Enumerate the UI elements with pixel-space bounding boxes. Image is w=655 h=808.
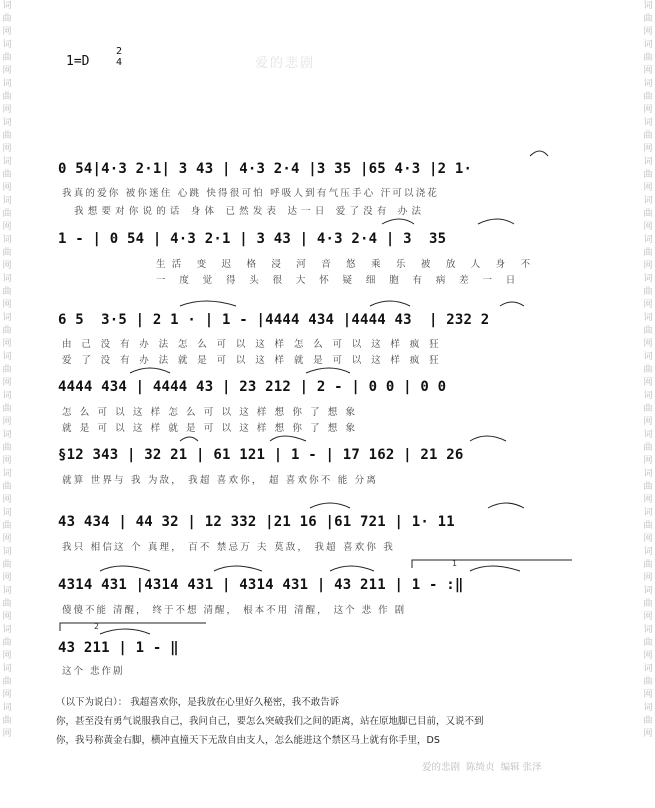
watermark-char: 词 (643, 196, 653, 206)
lyric-row-1a: 我真的爱你 被你迷住 心跳 快得很可怕 呼吸人到有气压手心 汗可以浇花 (62, 188, 440, 199)
watermark-char: 网 (643, 261, 653, 271)
watermark-char: 网 (2, 534, 12, 544)
watermark-char: 网 (2, 378, 12, 388)
watermark-char: 网 (643, 66, 653, 76)
watermark-char: 曲 (2, 638, 12, 648)
notation-row-1: 0 54|4·3 2·1| 3 43 | 4·3 2·4 |3 35 |65 4·3 |2 1· (58, 161, 473, 177)
watermark-char: 曲 (643, 209, 653, 219)
slur (530, 151, 548, 156)
lyric-row-4a: 怎 么 可 以 这 样 怎 么 可 以 这 样 想 你 了 想 象 (62, 407, 358, 418)
watermark-char: 词 (643, 586, 653, 596)
watermark-right (641, 0, 655, 808)
watermark-char: 曲 (643, 365, 653, 375)
watermark-char: 曲 (2, 404, 12, 414)
watermark-char: 网 (643, 534, 653, 544)
watermark-char: 网 (643, 183, 653, 193)
watermark-char: 词 (2, 79, 12, 89)
watermark-char: 网 (643, 144, 653, 154)
watermark-char: 词 (643, 157, 653, 167)
watermark-char: 词 (643, 391, 653, 401)
watermark-char: 网 (2, 300, 12, 310)
watermark-char: 词 (2, 235, 12, 245)
watermark-char: 网 (2, 27, 12, 37)
volta-2-label: 2 (94, 622, 99, 631)
slur (310, 503, 350, 508)
watermark-char: 词 (643, 625, 653, 635)
lyric-row-3b: 爱 了 没 有 办 法 就 是 可 以 这 样 就 是 可 以 这 样 疯 狂 (62, 355, 442, 366)
slur (130, 368, 170, 373)
watermark-char: 网 (643, 651, 653, 661)
watermark-char: 网 (643, 495, 653, 505)
watermark-char: 词 (2, 664, 12, 674)
watermark-char: 网 (2, 183, 12, 193)
watermark-char: 网 (643, 300, 653, 310)
slur (214, 566, 262, 571)
watermark-char: 词 (2, 157, 12, 167)
watermark-char: 曲 (2, 209, 12, 219)
watermark-char: 曲 (2, 482, 12, 492)
watermark-char: 词 (643, 118, 653, 128)
notation-row-4: 4444 434 | 4444 43 | 23 212 | 2 - | 0 0 | 0 0 (58, 379, 447, 395)
watermark-char: 曲 (2, 170, 12, 180)
watermark-char: 曲 (2, 560, 12, 570)
notation-row-3: 6 5 3·5 | 2 1 · | 1 - |4444 434 |4444 43 | 232 2 (58, 312, 490, 328)
watermark-char: 网 (2, 573, 12, 583)
watermark-char: 曲 (643, 92, 653, 102)
notation-row-7: 4314 431 |4314 431 | 4314 431 | 43 211 | 1 - :‖ (58, 577, 464, 593)
watermark-char: 曲 (643, 443, 653, 453)
volta-2-bracket (60, 623, 206, 631)
watermark-char: 词 (2, 703, 12, 713)
spoken-line-2: 你，甚至没有勇气说服我自己，我问自己，要怎么突破我们之间的距离，站在原地脚已目前，又说不到 (56, 716, 484, 727)
watermark-char: 曲 (2, 599, 12, 609)
time-signature-bottom: 4 (116, 57, 123, 68)
watermark-char: 词 (643, 469, 653, 479)
slur (488, 503, 524, 508)
watermark-char: 词 (2, 469, 12, 479)
watermark-char: 曲 (2, 716, 12, 726)
slur (500, 302, 524, 306)
watermark-char: 词 (643, 79, 653, 89)
notation-row-2: 1 - | 0 54 | 4·3 2·1 | 3 43 | 4·3 2·4 | 3 35 (58, 231, 447, 247)
notation-row-5: §12 343 | 32 21 | 61 121 | 1 - | 17 162 | 21 26 (58, 447, 464, 463)
lyric-row-4b: 就 是 可 以 这 样 就 是 可 以 这 样 想 你 了 想 象 (62, 423, 358, 434)
watermark-char: 网 (2, 612, 12, 622)
watermark-char: 曲 (2, 92, 12, 102)
watermark-char: 词 (643, 235, 653, 245)
watermark-char: 词 (2, 274, 12, 284)
watermark-char: 曲 (643, 599, 653, 609)
watermark-char: 词 (643, 40, 653, 50)
watermark-char: 曲 (2, 287, 12, 297)
slur (382, 219, 414, 224)
slur (180, 437, 198, 441)
time-signature-top: 2 (116, 46, 123, 57)
slur (370, 301, 410, 306)
lyric-row-2a: 生活 变 迟 格 浸 河 音 悠 乘 乐 被 放 人 身 不 (156, 259, 537, 270)
watermark-char: 曲 (643, 716, 653, 726)
watermark-char: 网 (2, 66, 12, 76)
time-signature (116, 46, 122, 68)
watermark-char: 词 (643, 313, 653, 323)
watermark-char: 词 (2, 40, 12, 50)
watermark-char: 词 (2, 391, 12, 401)
watermark-char: 曲 (643, 287, 653, 297)
watermark-char: 曲 (2, 53, 12, 63)
watermark-char: 网 (643, 417, 653, 427)
lyric-row-3a: 由 己 没 有 办 法 怎 么 可 以 这 样 怎 么 可 以 这 样 疯 狂 (62, 339, 442, 350)
spoken-line-1: （以下为说白）： 我超喜欢你，是我放在心里好久秘密，我不敢告诉 (56, 697, 340, 708)
slur (270, 436, 306, 441)
watermark-char: 网 (2, 651, 12, 661)
watermark-char: 词 (2, 508, 12, 518)
watermark-char: 网 (2, 456, 12, 466)
lyric-row-7: 傻傻不能 清醒， 终于不想 清醒， 根本不用 清醒， 这个 悲 作 剧 (62, 605, 407, 616)
watermark-char: 网 (2, 690, 12, 700)
watermark-char: 词 (643, 1, 653, 11)
watermark-char: 曲 (2, 443, 12, 453)
volta-1-bracket (412, 560, 572, 568)
watermark-char: 曲 (643, 521, 653, 531)
song-title: 爱的悲剧 (255, 56, 316, 71)
slur (100, 566, 150, 571)
watermark-char: 曲 (643, 404, 653, 414)
lyric-row-6: 我只 相信这 个 真理， 百不 禁忌万 夫 莫敌， 我超 喜欢你 我 (62, 542, 395, 553)
watermark-char: 词 (2, 352, 12, 362)
watermark-char: 曲 (643, 248, 653, 258)
watermark-char: 网 (2, 261, 12, 271)
slur (180, 301, 236, 306)
watermark-char: 曲 (643, 482, 653, 492)
watermark-char: 网 (2, 144, 12, 154)
watermark-char: 网 (643, 729, 653, 739)
lyric-row-2b: 一 度 觉 得 头 很 大 怀 疑 细 胞 有 病 差 一 日 (156, 275, 521, 286)
watermark-char: 曲 (2, 521, 12, 531)
watermark-char: 曲 (2, 677, 12, 687)
watermark-char: 词 (643, 508, 653, 518)
watermark-char: 网 (2, 417, 12, 427)
watermark-char: 网 (2, 339, 12, 349)
watermark-char: 词 (2, 625, 12, 635)
watermark-char: 曲 (643, 14, 653, 24)
watermark-char: 词 (2, 586, 12, 596)
slur (470, 566, 520, 571)
watermark-char: 曲 (643, 53, 653, 63)
watermark-char: 曲 (643, 326, 653, 336)
watermark-char: 网 (2, 105, 12, 115)
watermark-char: 曲 (643, 677, 653, 687)
slur (330, 566, 374, 571)
watermark-char: 词 (2, 1, 12, 11)
notation-row-8: 43 211 | 1 - ‖ (58, 640, 179, 656)
watermark-char: 词 (2, 313, 12, 323)
watermark-char: 曲 (2, 248, 12, 258)
watermark-char: 网 (643, 27, 653, 37)
slur (470, 436, 506, 441)
watermark-char: 词 (643, 664, 653, 674)
watermark-char: 网 (2, 222, 12, 232)
watermark-char: 曲 (643, 170, 653, 180)
watermark-char: 词 (2, 196, 12, 206)
spoken-line-3: 你，我号称黄金右脚，横冲直撞天下无敌自由支人，怎么能进这个禁区马上就有你手里，DS (56, 735, 440, 746)
watermark-char: 网 (643, 222, 653, 232)
watermark-char: 网 (643, 612, 653, 622)
watermark-char: 词 (2, 118, 12, 128)
watermark-char: 网 (643, 690, 653, 700)
watermark-char: 网 (643, 105, 653, 115)
slur (100, 629, 150, 634)
watermark-char: 曲 (643, 560, 653, 570)
notation-row-6: 43 434 | 44 32 | 12 332 |21 16 |61 721 | 1· 11 (58, 514, 455, 530)
watermark-char: 网 (643, 573, 653, 583)
watermark-char: 网 (643, 378, 653, 388)
watermark-char: 词 (643, 547, 653, 557)
watermark-char: 词 (2, 547, 12, 557)
key-signature: 1=D (66, 54, 90, 69)
watermark-char: 词 (643, 703, 653, 713)
watermark-char: 网 (2, 495, 12, 505)
watermark-left (0, 0, 14, 808)
watermark-char: 网 (2, 729, 12, 739)
slur (306, 368, 350, 373)
watermark-char: 词 (2, 430, 12, 440)
watermark-char: 曲 (643, 638, 653, 648)
watermark-char: 网 (643, 339, 653, 349)
watermark-char: 曲 (2, 326, 12, 336)
watermark-char: 词 (643, 430, 653, 440)
watermark-char: 曲 (2, 14, 12, 24)
lyric-row-5: 就算 世界与 我 为敌， 我超 喜欢你， 超 喜欢你不 能 分离 (62, 475, 379, 486)
watermark-char: 曲 (2, 365, 12, 375)
volta-1-label: 1 (452, 559, 457, 568)
lyric-row-8: 这个 悲作剧 (62, 666, 125, 677)
footer-credit: 爱的悲剧 陈绮贞 编辑 张泽 (422, 762, 542, 773)
watermark-char: 曲 (2, 131, 12, 141)
lyric-row-1b: 我想要对你说的话 身体 已然发表 达一日 爱了没有 办法 (74, 206, 426, 217)
watermark-char: 曲 (643, 131, 653, 141)
watermark-char: 网 (643, 456, 653, 466)
slur (478, 219, 514, 224)
watermark-char: 词 (643, 274, 653, 284)
watermark-char: 词 (643, 352, 653, 362)
